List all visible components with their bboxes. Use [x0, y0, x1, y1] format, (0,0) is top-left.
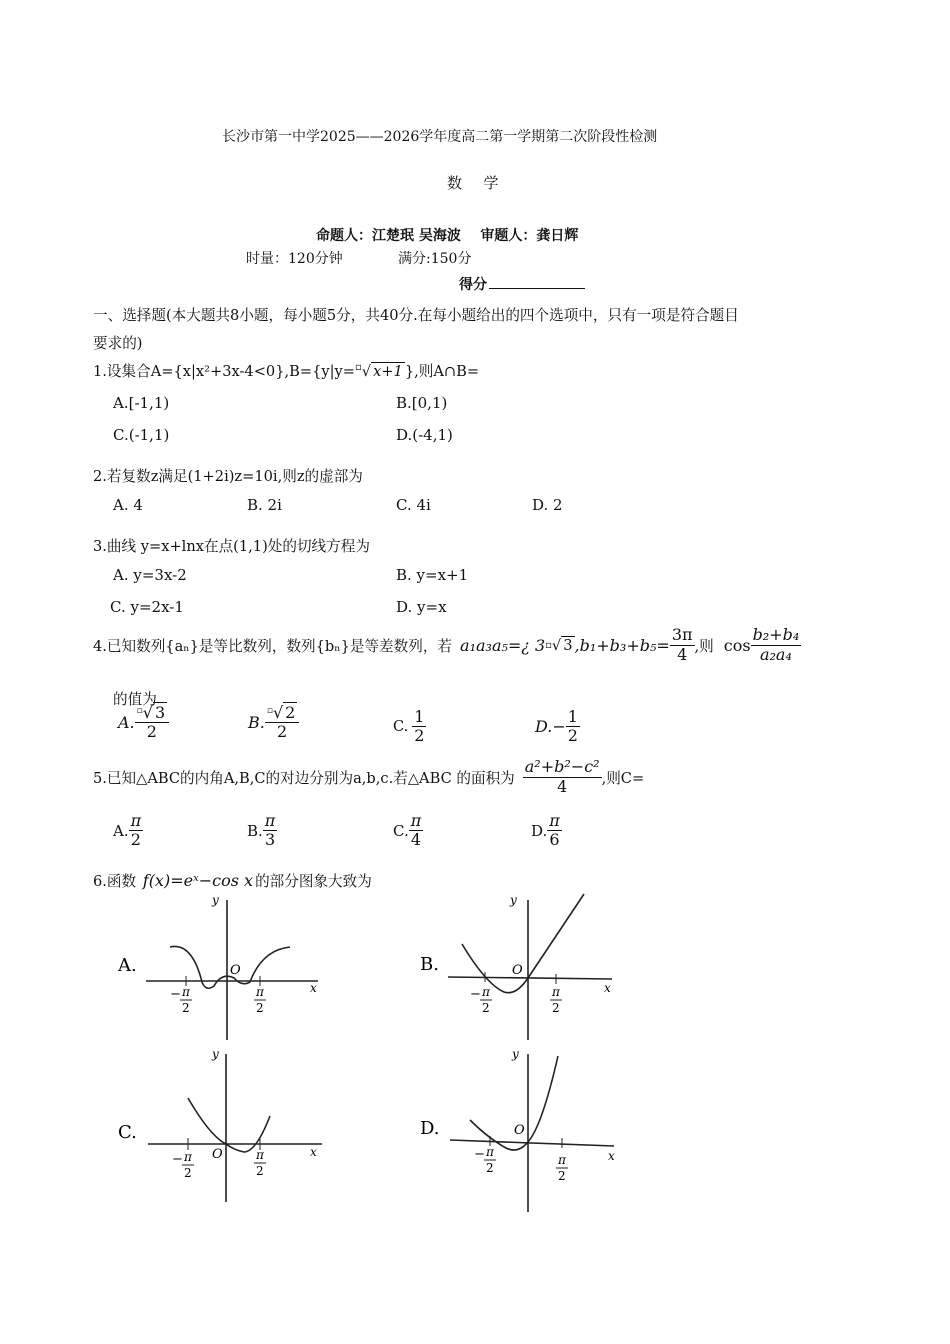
- graph-d-neg-sign: −: [474, 1147, 485, 1162]
- graph-d-right-two: 2: [558, 1169, 566, 1183]
- graph-b-y-label: y: [510, 893, 517, 907]
- q3-option-b[interactable]: B. y=x+1: [396, 566, 469, 584]
- subject-title: 数 学: [447, 174, 503, 192]
- graph-d-left-two: 2: [486, 1161, 494, 1175]
- radicand: x+1: [373, 363, 403, 380]
- graph-b-right-pi: π: [552, 985, 560, 999]
- q2-option-a[interactable]: A. 4: [113, 496, 143, 514]
- q3-option-c[interactable]: C. y=2x-1: [110, 598, 184, 616]
- graph-b-label: B.: [420, 954, 439, 975]
- graph-a-right-two: 2: [256, 1001, 264, 1015]
- graph-c-left-pi: π: [184, 1150, 192, 1164]
- graph-d[interactable]: [412, 1046, 642, 1216]
- graph-b-neg-sign: −: [470, 987, 481, 1002]
- graph-b[interactable]: [412, 892, 642, 1042]
- q5-option-b[interactable]: B. $\frac{\pi}{3}$: [247, 811, 276, 850]
- frac-3pi-4: $\frac{3\pi}{4}$: [671, 625, 693, 664]
- graph-b-right-two: 2: [552, 1001, 560, 1015]
- q5-option-a[interactable]: A. $\frac{\pi}{2}$: [113, 811, 142, 850]
- graph-a-neg-sign: −: [170, 987, 181, 1002]
- section-heading-cont: 要求的): [93, 335, 143, 352]
- graph-a-left-two: 2: [182, 1001, 190, 1015]
- graph-d-origin: O: [514, 1123, 525, 1138]
- graph-c-right-two: 2: [256, 1164, 264, 1178]
- question-1-stem: 1.设集合A={x|x²+3x-4<0},B={y|y=▫√ x+1 },则A∩B=: [93, 362, 480, 380]
- q1-option-c[interactable]: C.(-1,1): [113, 426, 170, 444]
- question-6-stem: 6.函数 f(x)=eˣ−cos x 的部分图象大致为: [93, 871, 372, 890]
- graph-b-x-axis: [448, 977, 612, 979]
- q1-option-d[interactable]: D.(-4,1): [396, 426, 453, 444]
- full-score: 满分:150分: [398, 251, 472, 267]
- q5-option-d[interactable]: D. $\frac{\pi}{6}$: [531, 811, 560, 850]
- score-label: 得分: [459, 274, 585, 294]
- graph-b-left-pi: π: [482, 985, 490, 999]
- graph-b-origin: O: [512, 963, 523, 978]
- question-3-stem: 3.曲线 y=x+lnx在点(1,1)处的切线方程为: [93, 538, 370, 555]
- q4-option-b[interactable]: B. $\frac{^▫√ 2}{2}$: [248, 704, 299, 742]
- q1-option-b[interactable]: B.[0,1): [396, 394, 448, 412]
- graph-c-x-label: x: [310, 1145, 317, 1159]
- graph-d-right-pi: π: [558, 1153, 566, 1167]
- graph-c-y-label: y: [212, 1047, 219, 1061]
- q4-option-c[interactable]: C. $\frac{1}{2}$: [393, 707, 425, 746]
- exam-title: 长沙市第一中学2025——2026学年度高二第一学期第二次阶段性检测: [222, 129, 658, 145]
- graph-a[interactable]: [110, 892, 340, 1042]
- graph-d-x-axis: [450, 1140, 614, 1146]
- question-4-tail: 的值为: [113, 691, 157, 708]
- graph-c-right-pi: π: [256, 1148, 264, 1162]
- graph-d-y-label: y: [512, 1047, 519, 1061]
- question-5-stem: 5.已知△ABC的内角A,B,C的对边分别为a,b,c.若△ABC 的面积为 $\frac{\text{a²+b²−c²}}{4}$ ,则C=: [93, 757, 645, 796]
- q3-option-a[interactable]: A. y=3x-2: [113, 566, 187, 584]
- q1-option-a[interactable]: A.[-1,1): [113, 394, 170, 412]
- graph-d-left-pi: π: [486, 1145, 494, 1159]
- frac-b-over-a: $\frac{\text{b₂+b₄}}{\text{a₂a₄}}$: [752, 625, 800, 664]
- q4-option-d[interactable]: D.− $\frac{1}{2}$: [535, 707, 578, 746]
- graph-a-right-pi: π: [256, 985, 264, 999]
- graph-c-origin: O: [212, 1147, 223, 1162]
- question-4-stem: 4.已知数列{aₙ}是等比数列，数列{bₙ}是等差数列，若 a₁a₃a₅=¿ 3 ▫ √ 3 ,b₁+b₃+b₅= $\frac{3\pi}{4}$ ,则 cos $\frac{\text{b₂+b₄}}{\text{a₂a₄}}$: [93, 625, 800, 664]
- graph-c[interactable]: [110, 1046, 340, 1206]
- q3-option-d[interactable]: D. y=x: [396, 598, 447, 616]
- graph-c-label: C.: [118, 1122, 137, 1143]
- area-fraction: $\frac{\text{a²+b²−c²}}{4}$: [524, 757, 600, 796]
- section-heading: 一、选择题(本大题共8小题，每小题5分，共40分.在每小题给出的四个选项中，只有一项是符合题目: [93, 307, 739, 324]
- graph-b-left-two: 2: [482, 1001, 490, 1015]
- q2-option-d[interactable]: D. 2: [532, 496, 563, 514]
- authors-line: 命题人：江楚珉 吴海波 审题人：龚日辉: [316, 228, 579, 244]
- graph-a-left-pi: π: [182, 985, 190, 999]
- q5-option-c[interactable]: C. $\frac{\pi}{4}$: [393, 811, 422, 850]
- graph-c-left-two: 2: [184, 1166, 192, 1180]
- q2-option-c[interactable]: C. 4i: [396, 496, 431, 514]
- graph-b-x-label: x: [604, 981, 611, 995]
- graph-a-x-label: x: [310, 981, 317, 995]
- graph-d-x-label: x: [608, 1149, 615, 1163]
- q4-option-a[interactable]: A. $\frac{^▫√ 3}{2}$: [118, 704, 169, 742]
- score-blank[interactable]: [489, 274, 585, 289]
- time-limit: 时量：120分钟: [246, 251, 343, 267]
- graph-a-y-label: y: [212, 893, 219, 907]
- graph-a-origin: O: [230, 963, 241, 978]
- graph-c-neg-sign: −: [172, 1152, 183, 1167]
- q2-option-b[interactable]: B. 2i: [247, 496, 282, 514]
- question-2-stem: 2.若复数z满足(1+2i)z=10i,则z的虚部为: [93, 468, 363, 485]
- graph-d-label: D.: [420, 1118, 440, 1139]
- graph-a-label: A.: [118, 955, 137, 976]
